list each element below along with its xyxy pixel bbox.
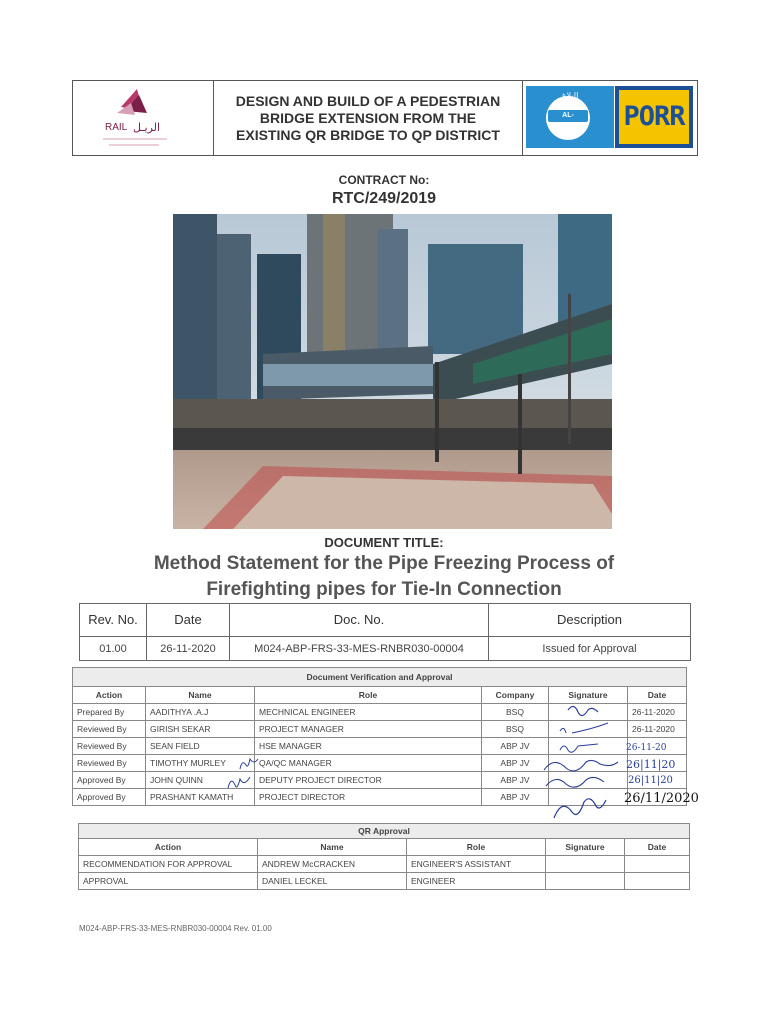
al-balagh-logo [526,86,614,148]
name-cell: ANDREW McCRACKEN [258,856,407,873]
al-balagh-name: AL-BALAGH [548,110,588,122]
col-action: Action [73,687,146,704]
qatar-rail-logo [73,81,214,155]
table-row [79,856,690,873]
date-cell: 26-11-2020 [628,721,687,738]
header-rev-no: Rev. No. [80,604,147,637]
role-cell: DEPUTY PROJECT DIRECTOR [255,772,482,789]
date-cell [625,873,690,890]
name-cell: PRASHANT KAMATH [146,789,255,806]
document-header [72,80,698,156]
project-title-line: EXISTING QR BRIDGE TO QP DISTRICT [236,126,500,143]
role-cell: MECHNICAL ENGINEER [255,704,482,721]
action-cell: Reviewed By [73,755,146,772]
initials-signature-icon [226,774,252,790]
company-cell: BSQ [482,704,549,721]
rev-no-cell: 01.00 [80,637,147,661]
action-cell: Prepared By [73,704,146,721]
date-cell: 26-11-2020 [147,637,230,661]
role-cell: PROJECT DIRECTOR [255,789,482,806]
company-cell: BSQ [482,721,549,738]
handwritten-date: 26-11-20 [626,743,667,753]
bridge-photo [173,214,612,529]
description-cell: Issued for Approval [489,637,691,661]
name-cell: GIRISH SEKAR [146,721,255,738]
action-cell: Reviewed By [73,721,146,738]
col-role: Role [255,687,482,704]
action-cell: Approved By [73,772,146,789]
company-cell: ABP JV [482,789,549,806]
rail-logo-icon [73,81,213,157]
document-title [0,551,768,603]
col-signature: Signature [546,839,625,856]
header-description: Description [489,604,691,637]
col-role: Role [407,839,546,856]
project-title-line: BRIDGE EXTENSION FROM THE [259,109,477,126]
table-row [80,637,691,661]
name-cell: DANIEL LECKEL [258,873,407,890]
porr-logo [615,86,693,148]
role-cell: ENGINEER'S ASSISTANT [407,856,546,873]
header-doc-no: Doc. No. [230,604,489,637]
document-title-line: Firefighting pipes for Tie-In Connection [206,579,562,600]
action-cell: RECOMMENDATION FOR APPROVAL [79,856,258,873]
initials-signature-icon [238,757,260,771]
col-signature: Signature [549,687,628,704]
header-date: Date [147,604,230,637]
contract-label: CONTRACT No: [338,173,430,187]
company-cell: ABP JV [482,755,549,772]
name-cell: SEAN FIELD [146,738,255,755]
signature-cell [546,873,625,890]
handwritten-date: 26/11/2020 [624,791,699,806]
col-date: Date [625,839,690,856]
role-cell: QA/QC MANAGER [255,755,482,772]
rail-logo-text: RAIL [105,122,128,133]
verification-title: Document Verification and Approval [73,668,687,687]
document-title-line: Method Statement for the Pipe Freezing Process of [153,553,615,574]
date-cell [625,856,690,873]
col-action: Action [79,839,258,856]
name-cell: JOHN QUINN [146,772,255,789]
role-cell: ENGINEER [407,873,546,890]
action-cell: APPROVAL [79,873,258,890]
project-title-line: DESIGN AND BUILD OF A PEDESTRIAN [235,92,501,109]
role-cell: HSE MANAGER [255,738,482,755]
role-cell: PROJECT MANAGER [255,721,482,738]
action-cell: Approved By [73,789,146,806]
company-cell: ABP JV [482,772,549,789]
contract-number: RTC/249/2019 [331,190,437,207]
date-cell: 26-11-2020 [628,704,687,721]
rail-logo-arabic: الريـل [133,121,161,134]
qr-approval-table [78,823,690,890]
name-cell: TIMOTHY MURLEY [146,755,255,772]
project-title [214,81,523,155]
signature-cell [546,856,625,873]
handwritten-date: 26|11|20 [628,775,673,786]
action-cell: Reviewed By [73,738,146,755]
porr-logo-text: PORR [619,90,689,144]
contractor-logos [523,81,697,155]
al-balagh-arabic: البلاغ [561,91,579,100]
revision-table [79,603,691,661]
handwritten-date: 26|11|20 [626,758,676,771]
company-cell: ABP JV [482,738,549,755]
col-date: Date [628,687,687,704]
col-company: Company [482,687,549,704]
handwritten-signatures [540,700,700,830]
doc-no-cell: M024-ABP-FRS-33-MES-RNBR030-00004 [230,637,489,661]
col-name: Name [258,839,407,856]
col-name: Name [146,687,255,704]
name-cell: AADITHYA .A.J [146,704,255,721]
table-row [79,873,690,890]
revision-table-header [80,604,691,637]
footer-doc-ref: M024-ABP-FRS-33-MES-RNBR030-00004 Rev. 01.00 [79,924,272,933]
qr-approval-title: QR Approval [79,824,690,839]
document-title-label: DOCUMENT TITLE: [324,535,444,550]
